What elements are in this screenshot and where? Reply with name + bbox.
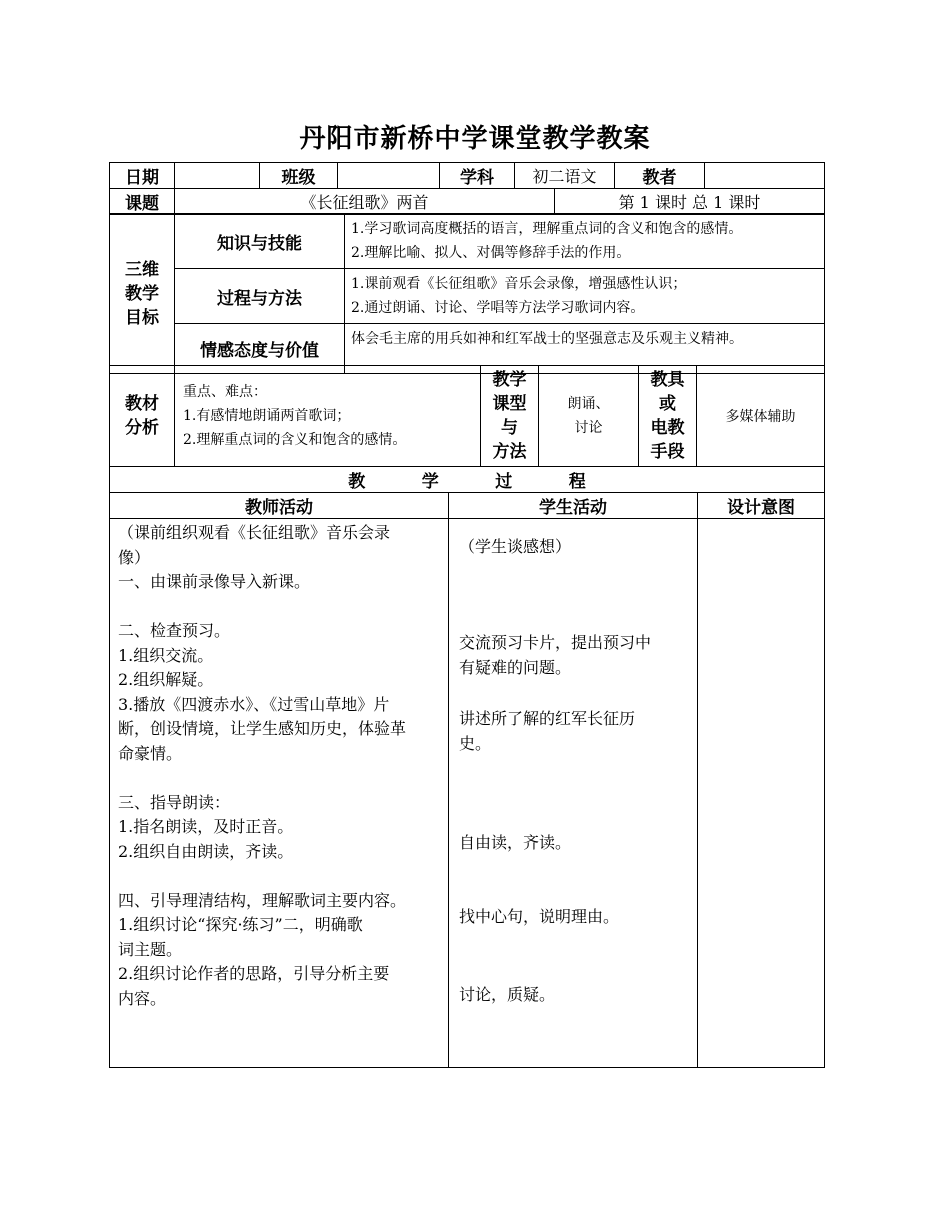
student-activity bbox=[459, 707, 635, 756]
teacher-line: 2.组织自由朗读，齐读。 bbox=[118, 841, 294, 861]
teacher-line: 四、引导理清结构，理解歌词主要内容。 bbox=[118, 890, 407, 910]
teacher-line: 断，创设情境，让学生感知历史，体验革 bbox=[118, 719, 407, 738]
teacher-line: （课前组织观看《长征组歌》音乐会录 bbox=[118, 523, 391, 542]
student-activity-line: 找中心句，说明理由。 bbox=[459, 907, 620, 926]
tools-label: 教具 或 电教 手段 bbox=[639, 366, 697, 467]
topic-period: 第 1 课时 总 1 课时 bbox=[555, 189, 825, 215]
student-activity-line: （学生谈感想） bbox=[459, 537, 572, 556]
student-activity bbox=[459, 535, 571, 560]
date-value bbox=[175, 163, 260, 189]
student-activity-line: 讲述所了解的红军长征历 bbox=[459, 709, 636, 728]
subject-label: 学科 bbox=[440, 163, 515, 189]
goal-knowledge-label: 知识与技能 bbox=[175, 214, 345, 269]
teacher-line: 词主题。 bbox=[118, 939, 183, 959]
teacher-line: 2.组织讨论作者的思路，引导分析主要 bbox=[118, 964, 390, 983]
tools-value: 多媒体辅助 bbox=[697, 366, 825, 467]
goal-attitude-text: 体会毛主席的用兵如神和红军战士的坚强意志及乐观主义精神。 bbox=[345, 324, 825, 374]
teacher-line: 一、由课前录像导入新课。 bbox=[118, 572, 311, 591]
goal-knowledge-text: 1.学习歌词高度概括的语言，理解重点词的含义和饱含的感情。 2.理解比喻、拟人、对偶等修辞手法的作用。 bbox=[345, 214, 825, 269]
teacher-line: 2.组织解疑。 bbox=[118, 670, 214, 689]
process-table bbox=[109, 466, 825, 1068]
page-title: 丹阳市新桥中学课堂教学教案 bbox=[299, 124, 651, 154]
student-activity-line: 史。 bbox=[459, 733, 492, 753]
teacher-line: 1.组织讨论“探究·练习”二，明确歌 bbox=[118, 915, 363, 934]
teacher-line bbox=[118, 864, 440, 889]
teacher-line: 二、检查预习。 bbox=[118, 621, 231, 640]
topic-label: 课题 bbox=[110, 189, 175, 215]
design-intent bbox=[698, 519, 825, 1068]
student-activities bbox=[449, 519, 698, 1068]
teacher-line bbox=[118, 595, 440, 620]
date-label: 日期 bbox=[110, 163, 175, 189]
goals-label: 三维 教学 目标 bbox=[110, 214, 175, 374]
teacher-line: 内容。 bbox=[118, 988, 167, 1008]
class-label: 班级 bbox=[260, 163, 338, 189]
materials-content: 重点、难点： 1.有感情地朗诵两首歌词； 2.理解重点词的含义和饱含的感情。 bbox=[175, 366, 481, 467]
teacher-activities bbox=[110, 519, 449, 1068]
teacher-line: 像） bbox=[118, 547, 151, 567]
process-heading: 教 学 过 程 bbox=[110, 467, 825, 493]
student-activity bbox=[459, 983, 555, 1008]
class-value bbox=[338, 163, 440, 189]
method-value: 朗诵、 讨论 bbox=[539, 366, 639, 467]
teacher-line: 命豪情。 bbox=[118, 743, 183, 763]
goal-attitude-label: 情感态度与价值 bbox=[175, 324, 345, 374]
teacher-line: 三、指导朗读： bbox=[118, 792, 231, 812]
student-activity bbox=[459, 905, 619, 930]
teacher-line: 1.组织交流。 bbox=[118, 645, 214, 665]
topic-value: 《长征组歌》两首 bbox=[175, 189, 555, 215]
goals-table bbox=[109, 213, 825, 374]
col-student-header: 学生活动 bbox=[449, 493, 698, 519]
student-activity-line: 讨论，质疑。 bbox=[459, 985, 556, 1004]
col-teacher-header: 教师活动 bbox=[110, 493, 449, 519]
teacher-line bbox=[118, 766, 440, 791]
student-activity-line: 交流预习卡片，提出预习中 bbox=[459, 633, 652, 652]
teacher-value bbox=[705, 163, 825, 189]
teacher-line: 1.指名朗读，及时正音。 bbox=[118, 817, 294, 836]
header-table bbox=[109, 162, 825, 189]
materials-table bbox=[109, 365, 825, 467]
goal-process-label: 过程与方法 bbox=[175, 269, 345, 324]
teacher-label: 教者 bbox=[615, 163, 705, 189]
student-activity bbox=[459, 631, 651, 680]
method-label: 教学 课型 与 方法 bbox=[481, 366, 539, 467]
goal-process-text: 1.课前观看《长征组歌》音乐会录像，增强感性认识； 2.通过朗诵、讨论、学唱等方法学习歌词内容。 bbox=[345, 269, 825, 324]
teacher-line: 3.播放《四渡赤水》、《过雪山草地》片 bbox=[118, 694, 390, 714]
student-activity bbox=[459, 831, 571, 856]
col-intent-header: 设计意图 bbox=[698, 493, 825, 519]
student-activity-line: 自由读，齐读。 bbox=[459, 833, 572, 852]
subject-value: 初二语文 bbox=[515, 163, 615, 189]
student-activity-line: 有疑难的问题。 bbox=[459, 657, 572, 677]
materials-label: 教材 分析 bbox=[110, 366, 175, 467]
topic-table bbox=[109, 188, 825, 215]
